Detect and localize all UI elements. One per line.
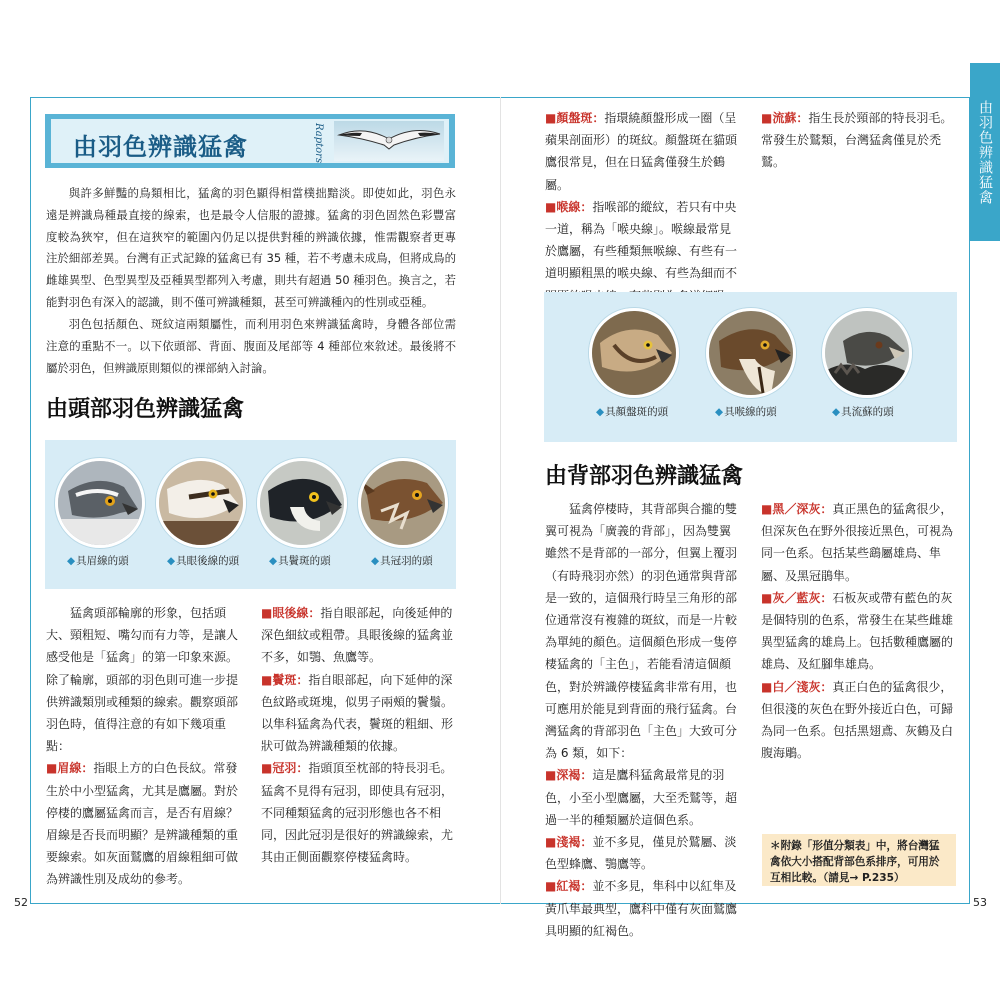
back-section-heading: 由背部羽色辨識猛禽: [545, 463, 744, 489]
head-photo-throat-line: [706, 308, 796, 398]
caption-eyebrow: ◆具眉線的頭: [67, 555, 129, 567]
diamond-bullet-icon: ◆: [269, 555, 278, 567]
red-square-bullet-icon: ■: [46, 761, 58, 776]
appendix-note: ＊附錄「形值分類表」中，將台灣猛禽依大小搭配背部色系排序，可用於互相比較。（請見→ P.235）: [762, 834, 956, 886]
diamond-bullet-icon: ◆: [715, 406, 724, 418]
red-square-bullet-icon: ■: [261, 606, 273, 620]
title-banner: [45, 114, 455, 168]
head-photo-malar: [257, 458, 347, 548]
caption-malar: ◆具鬢斑的頭: [269, 555, 331, 567]
caption-facial-disc: ◆具顏盤斑的頭: [596, 406, 669, 418]
red-square-bullet-icon: ■: [545, 879, 557, 894]
page-number-right: 53: [973, 896, 987, 909]
head-column-2: [261, 602, 457, 868]
red-square-bullet-icon: ■: [761, 590, 773, 605]
item-dark-brown: ■深褐：這是鷹科猛禽最常見的羽色，小至小型鷹屬，大至禿鷲等，超過一半的種類屬於這個色系。: [545, 768, 738, 827]
item-white-light-gray: ■白／淺灰：真正白色的猛禽很少，但很淺的灰色在野外接近白色，可歸為同一色系。包括黑翅鳶、灰鶴及白腹海鵰。: [761, 679, 954, 761]
head-photo-panel-2: [544, 292, 957, 442]
caption-ruff: ◆具流蘇的頭: [832, 406, 894, 418]
caption-throat-line: ◆具喉線的頭: [715, 406, 777, 418]
item-eye-line: ■眼後線：指自眼部起，向後延伸的深色細紋或粗帶。具眼後線的猛禽並不多，如鶚、魚鷹等。: [261, 606, 454, 665]
side-tab: 由羽色辨識猛禽: [970, 63, 1000, 241]
back-intro-text: 猛禽停棲時，其背部與合攏的雙翼可視為「廣義的背部」，因為雙翼雖然不是背部的一部分，但翼上覆羽（有時飛羽亦然）的羽色通常與背部是一致的，這個飛行時呈三角形的部位通常沒有複雜的斑紋，而是一片較為單純的顏色。這個顏色形成一隻停棲猛禽的「主色」，若能看清這個顏色，對於辨識停棲猛禽非常有用，也可應用於能見到背面的飛行猛禽。台灣猛禽的背部羽色「主色」大致可分為 6 類，如下：: [545, 502, 738, 761]
head-column-1: [46, 602, 243, 891]
diamond-bullet-icon: ◆: [832, 406, 841, 418]
caption-crest: ◆具冠羽的頭: [371, 555, 433, 567]
item-gray-blue-gray: ■灰／藍灰：石板灰或帶有藍色的灰是個特別的色系，常發生在某些雌雄異型猛禽的雄鳥上。包括數種鷹屬的雄鳥、及紅腳隼雄鳥。: [761, 590, 954, 672]
red-square-bullet-icon: ■: [761, 679, 773, 694]
head-photo-eyebrow: [55, 458, 145, 548]
diamond-bullet-icon: ◆: [596, 406, 605, 418]
page-title: 由羽色辨識猛禽: [73, 133, 248, 161]
red-square-bullet-icon: ■: [545, 768, 557, 783]
diamond-bullet-icon: ◆: [371, 555, 380, 567]
item-crest: ■冠羽：指頭頂至枕部的特長羽毛。猛禽不見得有冠羽，即使具有冠羽，不同種類猛禽的冠羽形態也各不相同，因此冠羽是很好的辨識線索，尤其由正側面觀察停棲猛禽時。: [261, 761, 454, 865]
item-eyebrow: ■眉線：指眼上方的白色長紋。常發生於中小型猛禽，尤其是鷹屬。對於停棲的鷹屬猛禽而言，是否有眉線？眉線是否長而明顯？是辨識種類的重要線索。如灰面鷲鷹的眉線粗細可做為辨識性別及成幼的參考。: [46, 761, 239, 887]
item-rufous: ■紅褐：並不多見，隼科中以紅隼及黃爪隼最典型，鷹科中僅有灰面鷲鷹具明顯的紅褐色。: [545, 879, 738, 938]
raptor-flight-photo: [334, 121, 444, 161]
item-throat-line: ■喉線：指喉部的縱紋，若只有中央一道，稱為「喉央線」。喉線最常見於鷹屬，有些種類無喉線、有些有一道明顯粗黑的喉央線、有些為細而不: [545, 199, 738, 281]
page-gutter: [500, 97, 501, 904]
item-facial-disc: ■顏盤斑：指環繞顏盤形成一圈（呈蘋果剖面形）的斑紋。顏盤斑在貓頭鷹很常見，但在日猛禽僅發生於鶴屬。: [545, 111, 738, 192]
back-column-2: [761, 498, 957, 764]
item-light-brown: ■淺褐：並不多見，僅見於鷲屬、淡色型蜂鷹、鶚鷹等。: [545, 835, 737, 872]
head-photo-panel: [45, 440, 456, 589]
intro-paragraph-2: 羽色包括顏色、斑紋這兩類屬性，而利用羽色來辨識猛禽時，身體各部位需注意的重點不一。以下依頭部、背面、腹面及尾部等 4 種部位來敘述。最後將不屬於羽色，但辨識原則類似的裸部納入討論。: [46, 317, 456, 375]
right-top-column-2: [761, 107, 957, 174]
item-ruff: ■流蘇：指生長於頸部的特長羽毛。常發生於鷲類，台灣猛禽僅見於禿鷲。: [761, 111, 953, 170]
diamond-bullet-icon: ◆: [67, 555, 76, 567]
item-black-dark-gray: ■黑／深灰：真正黑色的猛禽很少，但深灰色在野外很接近黑色，可視為同一色系。包括某些鷂屬雄鳥、隼屬、及黑冠鵑隼。: [761, 502, 954, 583]
item-malar: ■鬢斑：指自眼部起，向下延伸的深色紋路或斑塊，似男子兩頰的鬢鬚。以隼科猛禽為代表，鬢斑的粗細、形狀可做為辨識種類的依據。: [261, 672, 454, 754]
head-photo-facial-disc: [589, 308, 679, 398]
red-square-bullet-icon: ■: [761, 111, 773, 125]
page-number-left: 52: [14, 896, 28, 909]
red-square-bullet-icon: ■: [545, 111, 557, 125]
title-english: Raptors: [313, 123, 324, 164]
head-photo-eye-line: [156, 458, 246, 548]
back-column-1: [545, 498, 741, 942]
red-square-bullet-icon: ■: [761, 502, 773, 516]
head-section-heading: 由頭部羽色辨識猛禽: [46, 396, 245, 422]
diamond-bullet-icon: ◆: [167, 555, 176, 567]
head-photo-ruff: [822, 308, 912, 398]
red-square-bullet-icon: ■: [545, 199, 557, 214]
caption-eye-line: ◆具眼後線的頭: [167, 555, 240, 567]
head-intro-text: 猛禽頭部輪廓的形象，包括頭大、頸粗短、嘴勾而有力等，是讓人感受他是「猛禽」的第一印象來源。除了輪廓，頭部的羽色則可進一步提供辨識類別或種類的線索。觀察頭部羽色時，值得注意的有如下幾項重點：: [46, 606, 239, 754]
red-square-bullet-icon: ■: [545, 835, 557, 850]
intro-paragraph-1: 與許多鮮豔的鳥類相比，猛禽的羽色顯得相當樸拙黯淡。即使如此，羽色永遠是辨識鳥種最直接的線索，也是最令人信服的證據。猛禽的羽色固然色彩豐富度較為狹窄，但在這狹窄的範圍內仍足以提供對種的辨識依據，惟需觀察者更專注於細部差異。台灣有正式記錄的猛禽已有 35 種，若不考慮未成鳥，但將成鳥的雌雄異型、色型異型及亞種異型都列入考慮，則共有超過 50 種羽色。換言之，若能對羽色有深入的認識，則不僅可辨識種類，甚至可辨識種內的性別或亞種。: [46, 186, 456, 309]
red-square-bullet-icon: ■: [261, 672, 273, 687]
head-photo-crest: [358, 458, 448, 548]
red-square-bullet-icon: ■: [261, 761, 273, 776]
